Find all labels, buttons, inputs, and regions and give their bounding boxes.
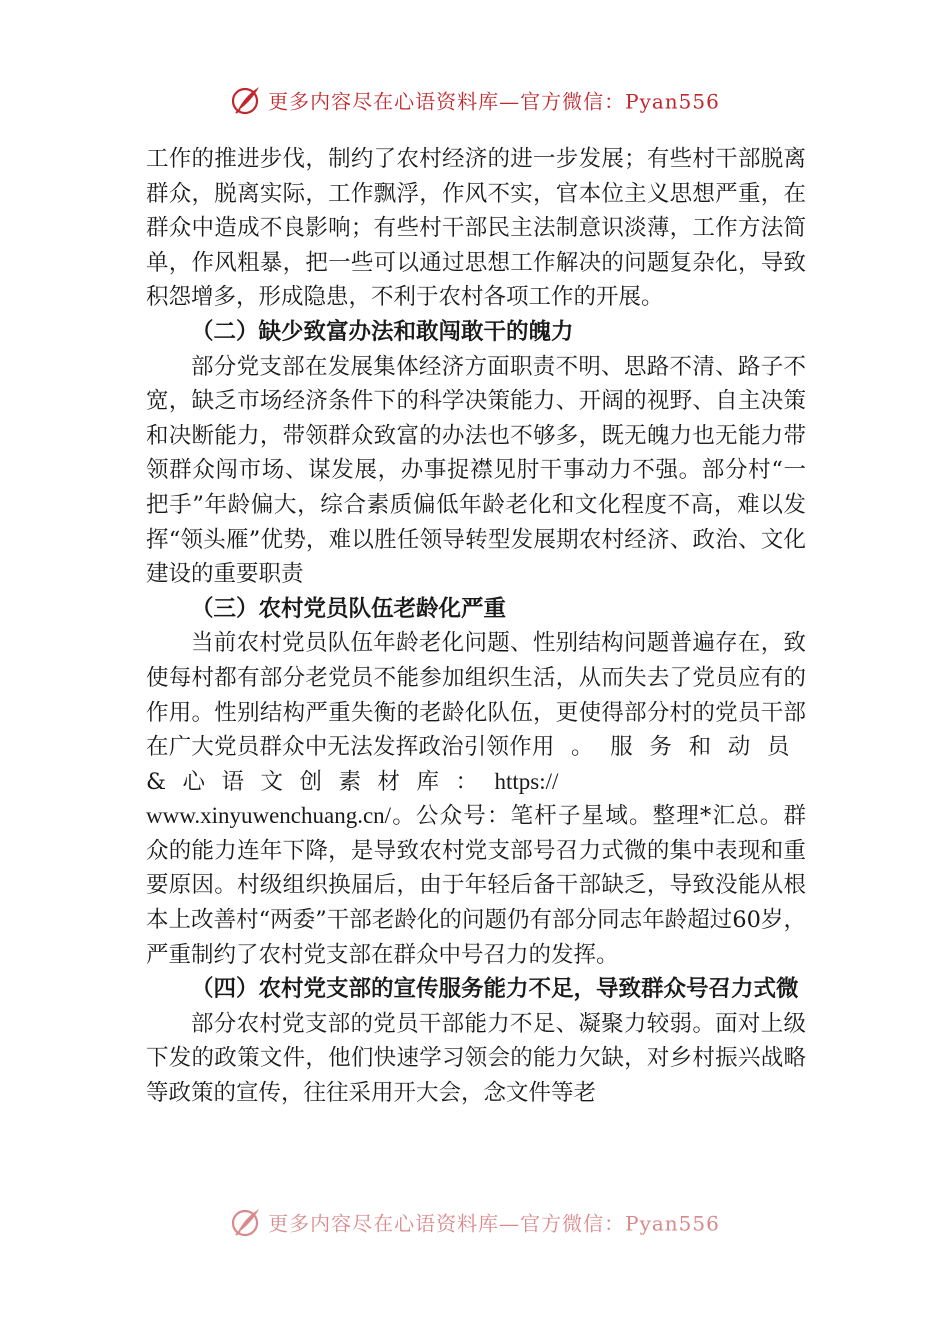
section-heading-4: （四）农村党支部的宣传服务能力不足，导致群众号召力式微 — [191, 976, 799, 1003]
section-heading-2: （二）缺少致富办法和敢闯敢干的魄力 — [191, 318, 574, 345]
article-body — [146, 142, 806, 1111]
header-banner — [0, 84, 950, 116]
footer-banner-text: 更多内容尽在心语资料库—官方微信：Pyan556 — [268, 1211, 720, 1236]
header-banner-text: 更多内容尽在心语资料库—官方微信：Pyan556 — [268, 89, 720, 114]
paragraph-1: 工作的推进步伐，制约了农村经济的进一步发展；有些村干部脱离群众，脱离实际，工作飘浮，作风不实，官本位主义思想严重，在群众中造成不良影响；有些村干部民主法制意识淡薄，工作方法简单，作风粗暴，把一些可以通过思想工作解决的问题复杂化，导致积怨增多，形成隐患，不利于农村各项工作的开展。 — [146, 146, 806, 311]
paragraph-3-part-a: 当前农村党员队伍年龄老化问题、性别结构问题普遍存在，致使每村都有部分老党员不能参加组织生活，从而失去了党员应有的作用。性别结构严重失衡的老龄化队伍，更使得部分村的党员干部在广大党员群众中无法发挥政治引领作 — [146, 630, 806, 761]
paragraph-3-spaced-line: 用。服务和动员&心语文创素材库： — [146, 734, 806, 795]
paragraph-3 — [146, 626, 806, 972]
paragraph-2: 部分党支部在发展集体经济方面职责不明、思路不清、路子不宽，缺乏市场经济条件下的科学决策能力、开阔的视野、自主决策和决断能力，带领群众致富的办法也不够多，既无魄力也无能力带领群众闯市场、谋发展，办事捉襟见肘干事动力不强。部分村“一把手”年龄偏大，综合素质偏低年龄老化和文化程度不高，难以发挥“领头雁”优势，难以胜任领导转型发展期农村经济、政治、文化建设的重要职责 — [146, 353, 806, 588]
paragraph-3-part-c: 。公众号：笔杆子星域。整理*汇总。群众的能力连年下降，是导致农村党支部号召力式微的集中表现和重要原因。村级组织换届后，由于年轻后备干部缺乏，导致没能从根本上改善村“两委”干部老龄化的问题仍有部分同志年龄超过60岁，严重制约了农村党支部在群众中号召力的发挥。 — [146, 803, 806, 968]
paragraph-4: 部分农村党支部的党员干部能力不足、凝聚力较弱。面对上级下发的政策文件，他们快速学习领会的能力欠缺，对乡村振兴战略等政策的宣传，往往采用开大会，念文件等老 — [146, 1010, 806, 1107]
footer-banner — [0, 1206, 950, 1238]
quill-logo-icon — [230, 84, 262, 116]
quill-logo-icon — [230, 1206, 262, 1238]
section-heading-3: （三）农村党员队伍老龄化严重 — [191, 595, 507, 622]
paragraph-3-url-part-2: www.xinyuwenchuang.cn/ — [146, 803, 392, 829]
paragraph-3-url-part-1: https:// — [494, 768, 559, 794]
